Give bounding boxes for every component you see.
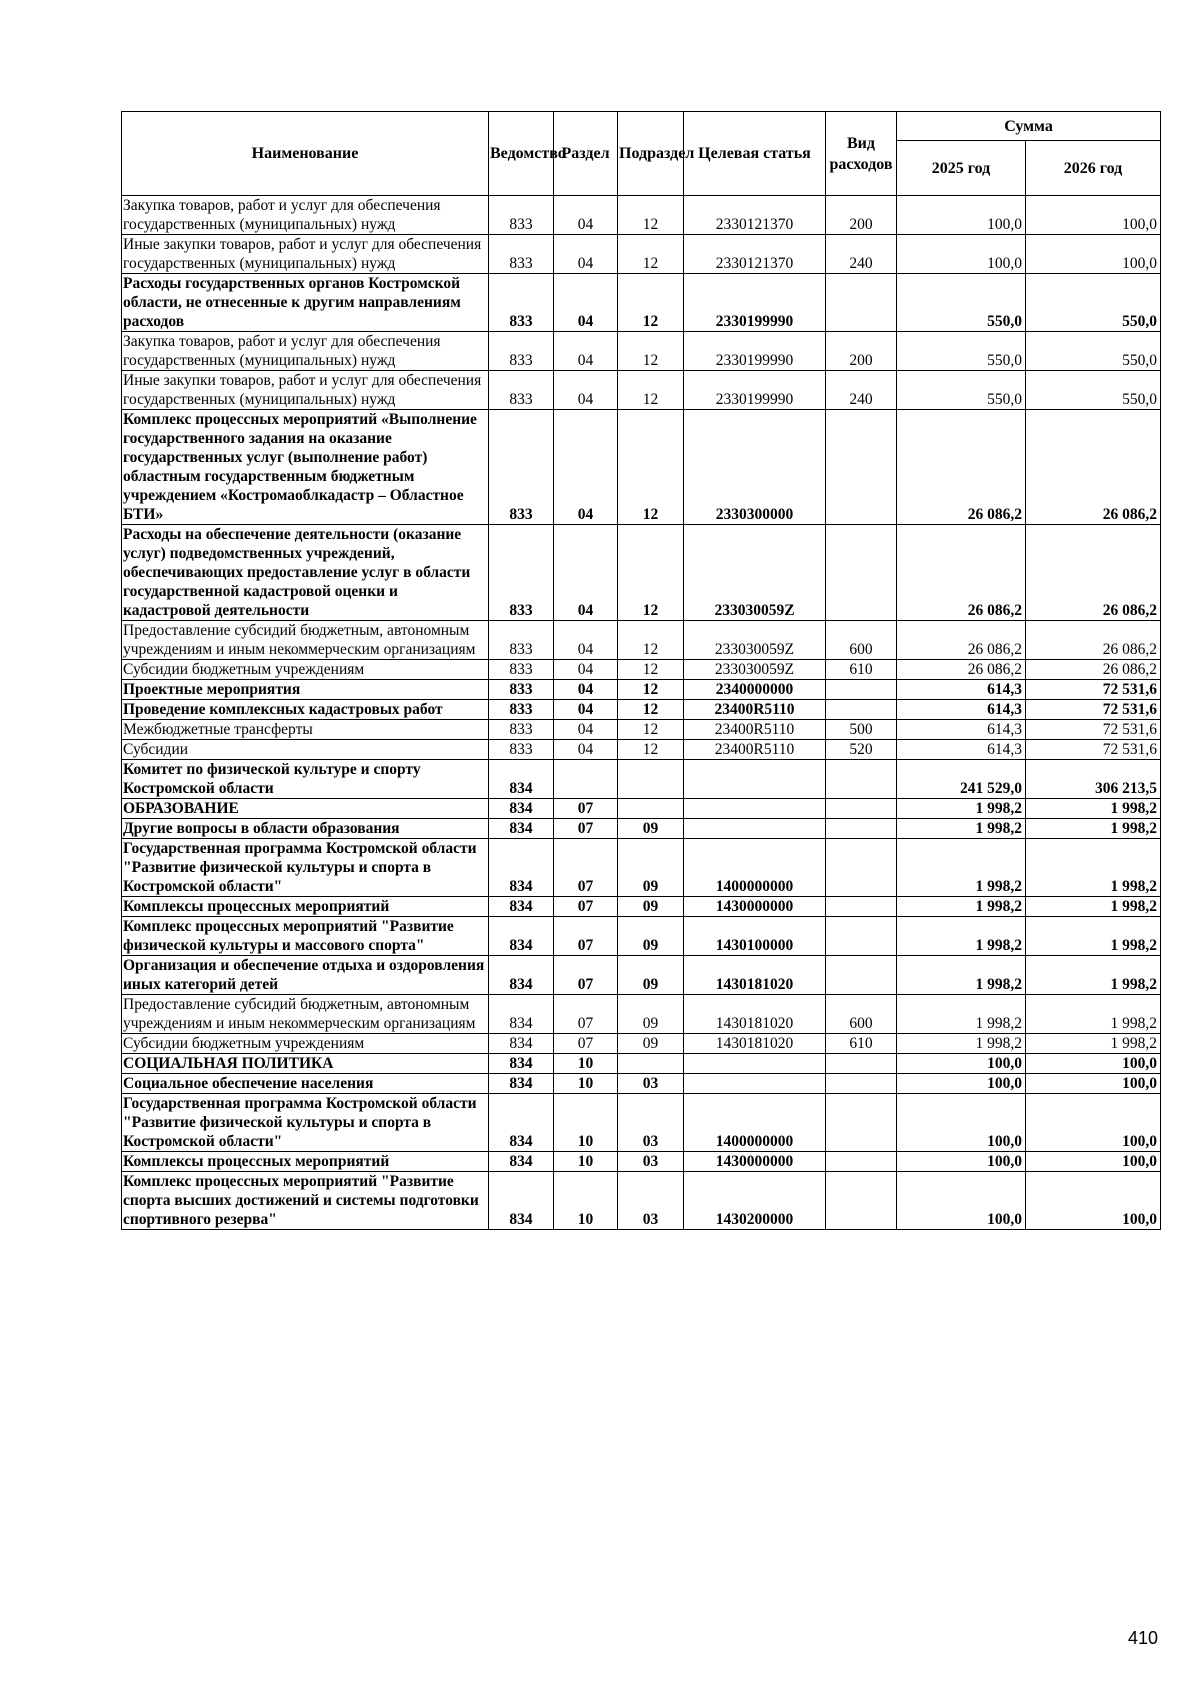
row-celevaya xyxy=(684,1074,826,1094)
row-razdel: 07 xyxy=(554,995,618,1034)
row-sum-2025: 1 998,2 xyxy=(897,995,1026,1034)
row-vedomstvo: 833 xyxy=(489,235,554,274)
row-podrazdel: 12 xyxy=(618,621,684,660)
row-podrazdel: 12 xyxy=(618,235,684,274)
row-sum-2026: 1 998,2 xyxy=(1026,839,1161,897)
row-podrazdel: 12 xyxy=(618,525,684,621)
row-celevaya: 1430200000 xyxy=(684,1172,826,1230)
row-vid: 600 xyxy=(826,621,897,660)
row-vid xyxy=(826,819,897,839)
row-podrazdel: 12 xyxy=(618,660,684,680)
row-podrazdel: 09 xyxy=(618,995,684,1034)
table-row xyxy=(122,956,1161,995)
row-sum-2026: 26 086,2 xyxy=(1026,525,1161,621)
row-sum-2026: 1 998,2 xyxy=(1026,917,1161,956)
row-razdel: 04 xyxy=(554,274,618,332)
row-vid: 240 xyxy=(826,371,897,410)
row-vid: 610 xyxy=(826,660,897,680)
row-name: Государственная программа Костромской области "Развитие физической культуры и спорта в Костромской области" xyxy=(122,839,489,897)
row-sum-2026: 26 086,2 xyxy=(1026,410,1161,525)
row-celevaya: 2340000000 xyxy=(684,680,826,700)
row-sum-2025: 1 998,2 xyxy=(897,819,1026,839)
row-razdel: 04 xyxy=(554,235,618,274)
row-vid xyxy=(826,1054,897,1074)
row-podrazdel: 12 xyxy=(618,410,684,525)
row-vedomstvo: 834 xyxy=(489,1054,554,1074)
header-razdel: Раздел xyxy=(554,112,618,196)
row-razdel: 04 xyxy=(554,525,618,621)
row-name: Комплекс процессных мероприятий «Выполнение государственного задания на оказание государственных услуг (выполнение работ) областным государственным бюджетным учреждением «Костромаоблкадастр – Областное БТИ» xyxy=(122,410,489,525)
row-celevaya: 23400R5110 xyxy=(684,720,826,740)
table-row xyxy=(122,897,1161,917)
row-razdel xyxy=(554,760,618,799)
table-row xyxy=(122,700,1161,720)
row-razdel: 07 xyxy=(554,799,618,819)
row-vid xyxy=(826,1094,897,1152)
table-row xyxy=(122,799,1161,819)
table-row xyxy=(122,1172,1161,1230)
row-podrazdel: 03 xyxy=(618,1074,684,1094)
row-vid xyxy=(826,410,897,525)
row-vedomstvo: 833 xyxy=(489,525,554,621)
row-sum-2026: 1 998,2 xyxy=(1026,799,1161,819)
table-row xyxy=(122,680,1161,700)
row-vedomstvo: 833 xyxy=(489,410,554,525)
row-sum-2025: 1 998,2 xyxy=(897,956,1026,995)
table-header xyxy=(122,112,1161,196)
table-row xyxy=(122,819,1161,839)
row-name: Комплекс процессных мероприятий "Развитие спорта высших достижений и системы подготовки спортивного резерва" xyxy=(122,1172,489,1230)
row-name: Субсидии бюджетным учреждениям xyxy=(122,1034,489,1054)
row-name: Иные закупки товаров, работ и услуг для обеспечения государственных (муниципальных) нужд xyxy=(122,235,489,274)
row-sum-2026: 26 086,2 xyxy=(1026,621,1161,660)
row-vedomstvo: 834 xyxy=(489,917,554,956)
row-podrazdel: 12 xyxy=(618,274,684,332)
row-celevaya: 1430100000 xyxy=(684,917,826,956)
row-vedomstvo: 834 xyxy=(489,760,554,799)
row-razdel: 04 xyxy=(554,700,618,720)
row-podrazdel: 03 xyxy=(618,1152,684,1172)
row-sum-2025: 1 998,2 xyxy=(897,839,1026,897)
table-row xyxy=(122,332,1161,371)
row-razdel: 04 xyxy=(554,720,618,740)
row-name: Расходы на обеспечение деятельности (оказание услуг) подведомственных учреждений, обеспечивающих предоставление услуг в области государственной кадастровой оценки и кадастровой деятельности xyxy=(122,525,489,621)
table-row xyxy=(122,839,1161,897)
row-name: Комитет по физической культуре и спорту Костромской области xyxy=(122,760,489,799)
row-sum-2026: 1 998,2 xyxy=(1026,995,1161,1034)
row-name: Закупка товаров, работ и услуг для обеспечения государственных (муниципальных) нужд xyxy=(122,332,489,371)
row-vid xyxy=(826,897,897,917)
row-sum-2025: 550,0 xyxy=(897,274,1026,332)
table-row xyxy=(122,410,1161,525)
row-sum-2026: 26 086,2 xyxy=(1026,660,1161,680)
row-razdel: 04 xyxy=(554,410,618,525)
row-sum-2026: 100,0 xyxy=(1026,1054,1161,1074)
row-vid: 520 xyxy=(826,740,897,760)
row-sum-2026: 72 531,6 xyxy=(1026,720,1161,740)
row-podrazdel: 12 xyxy=(618,740,684,760)
row-podrazdel: 12 xyxy=(618,680,684,700)
row-vid xyxy=(826,525,897,621)
row-vid xyxy=(826,956,897,995)
row-vid xyxy=(826,839,897,897)
row-vedomstvo: 834 xyxy=(489,1152,554,1172)
row-name: Организация и обеспечение отдыха и оздоровления иных категорий детей xyxy=(122,956,489,995)
row-sum-2026: 550,0 xyxy=(1026,332,1161,371)
row-podrazdel: 12 xyxy=(618,371,684,410)
row-celevaya: 2330199990 xyxy=(684,274,826,332)
row-sum-2025: 614,3 xyxy=(897,740,1026,760)
row-celevaya: 1400000000 xyxy=(684,1094,826,1152)
row-podrazdel: 09 xyxy=(618,897,684,917)
table-row xyxy=(122,660,1161,680)
row-sum-2025: 26 086,2 xyxy=(897,621,1026,660)
row-sum-2025: 1 998,2 xyxy=(897,897,1026,917)
row-vedomstvo: 833 xyxy=(489,680,554,700)
row-sum-2025: 100,0 xyxy=(897,235,1026,274)
header-2025: 2025 год xyxy=(897,141,1026,196)
row-sum-2026: 100,0 xyxy=(1026,1094,1161,1152)
row-sum-2026: 72 531,6 xyxy=(1026,680,1161,700)
row-celevaya: 2330121370 xyxy=(684,196,826,235)
row-vedomstvo: 833 xyxy=(489,740,554,760)
row-razdel: 04 xyxy=(554,740,618,760)
row-name: Государственная программа Костромской области "Развитие физической культуры и спорта в Костромской области" xyxy=(122,1094,489,1152)
row-sum-2026: 1 998,2 xyxy=(1026,1034,1161,1054)
row-razdel: 10 xyxy=(554,1054,618,1074)
row-sum-2025: 26 086,2 xyxy=(897,660,1026,680)
table-row xyxy=(122,196,1161,235)
row-name: Предоставление субсидий бюджетным, автономным учреждениям и иным некоммерческим организациям xyxy=(122,995,489,1034)
header-celevaya: Целевая статья xyxy=(684,112,826,196)
row-celevaya: 1430181020 xyxy=(684,1034,826,1054)
row-name: Закупка товаров, работ и услуг для обеспечения государственных (муниципальных) нужд xyxy=(122,196,489,235)
row-vid xyxy=(826,680,897,700)
row-celevaya xyxy=(684,799,826,819)
table-row xyxy=(122,760,1161,799)
header-podrazdel: Подраздел xyxy=(618,112,684,196)
row-sum-2025: 100,0 xyxy=(897,1074,1026,1094)
row-podrazdel: 09 xyxy=(618,819,684,839)
row-podrazdel: 09 xyxy=(618,839,684,897)
row-celevaya: 2330199990 xyxy=(684,371,826,410)
header-name: Наименование xyxy=(122,112,489,196)
row-vid: 600 xyxy=(826,995,897,1034)
row-sum-2025: 1 998,2 xyxy=(897,799,1026,819)
row-vedomstvo: 834 xyxy=(489,1074,554,1094)
row-sum-2025: 100,0 xyxy=(897,1152,1026,1172)
row-razdel: 10 xyxy=(554,1152,618,1172)
row-sum-2025: 614,3 xyxy=(897,700,1026,720)
row-sum-2025: 26 086,2 xyxy=(897,525,1026,621)
row-razdel: 07 xyxy=(554,917,618,956)
row-celevaya xyxy=(684,819,826,839)
row-vid: 500 xyxy=(826,720,897,740)
row-celevaya: 23400R5110 xyxy=(684,700,826,720)
row-name: Проведение комплексных кадастровых работ xyxy=(122,700,489,720)
row-name: Расходы государственных органов Костромской области, не отнесенные к другим направлениям расходов xyxy=(122,274,489,332)
table-row xyxy=(122,917,1161,956)
row-razdel: 04 xyxy=(554,371,618,410)
table-row xyxy=(122,720,1161,740)
row-razdel: 07 xyxy=(554,956,618,995)
row-vedomstvo: 833 xyxy=(489,660,554,680)
row-vedomstvo: 834 xyxy=(489,819,554,839)
table-row xyxy=(122,995,1161,1034)
row-sum-2026: 100,0 xyxy=(1026,1074,1161,1094)
row-sum-2025: 614,3 xyxy=(897,680,1026,700)
row-vedomstvo: 833 xyxy=(489,371,554,410)
row-vedomstvo: 833 xyxy=(489,700,554,720)
header-summa: Сумма xyxy=(897,112,1161,141)
row-razdel: 07 xyxy=(554,839,618,897)
row-vedomstvo: 833 xyxy=(489,332,554,371)
row-celevaya xyxy=(684,760,826,799)
row-vid: 610 xyxy=(826,1034,897,1054)
row-vedomstvo: 834 xyxy=(489,956,554,995)
row-sum-2026: 306 213,5 xyxy=(1026,760,1161,799)
row-vid xyxy=(826,799,897,819)
row-vedomstvo: 833 xyxy=(489,274,554,332)
row-sum-2025: 26 086,2 xyxy=(897,410,1026,525)
row-celevaya xyxy=(684,1054,826,1074)
row-razdel: 04 xyxy=(554,621,618,660)
row-vid xyxy=(826,760,897,799)
header-vid: Вид расходов xyxy=(826,112,897,196)
row-name: Комплексы процессных мероприятий xyxy=(122,897,489,917)
row-celevaya: 1430181020 xyxy=(684,956,826,995)
row-vedomstvo: 834 xyxy=(489,1172,554,1230)
row-razdel: 04 xyxy=(554,332,618,371)
row-celevaya: 23400R5110 xyxy=(684,740,826,760)
row-name: Субсидии бюджетным учреждениям xyxy=(122,660,489,680)
row-celevaya: 2330121370 xyxy=(684,235,826,274)
table-row xyxy=(122,1094,1161,1152)
row-vid xyxy=(826,274,897,332)
table-row xyxy=(122,1074,1161,1094)
row-celevaya: 1430181020 xyxy=(684,995,826,1034)
row-vid: 240 xyxy=(826,235,897,274)
row-vedomstvo: 834 xyxy=(489,995,554,1034)
row-razdel: 04 xyxy=(554,680,618,700)
row-sum-2025: 1 998,2 xyxy=(897,1034,1026,1054)
table-row xyxy=(122,1054,1161,1074)
row-podrazdel: 03 xyxy=(618,1094,684,1152)
row-podrazdel: 12 xyxy=(618,332,684,371)
row-celevaya: 2330199990 xyxy=(684,332,826,371)
row-vid: 200 xyxy=(826,332,897,371)
row-name: Иные закупки товаров, работ и услуг для обеспечения государственных (муниципальных) нужд xyxy=(122,371,489,410)
row-sum-2025: 550,0 xyxy=(897,332,1026,371)
row-razdel: 10 xyxy=(554,1172,618,1230)
row-celevaya: 1430000000 xyxy=(684,1152,826,1172)
row-name: Межбюджетные трансферты xyxy=(122,720,489,740)
row-name: Проектные мероприятия xyxy=(122,680,489,700)
row-podrazdel: 12 xyxy=(618,196,684,235)
row-razdel: 10 xyxy=(554,1094,618,1152)
header-2026: 2026 год xyxy=(1026,141,1161,196)
table-row xyxy=(122,274,1161,332)
row-vedomstvo: 834 xyxy=(489,839,554,897)
row-celevaya: 1430000000 xyxy=(684,897,826,917)
row-name: Субсидии xyxy=(122,740,489,760)
row-podrazdel: 12 xyxy=(618,720,684,740)
row-vid xyxy=(826,1074,897,1094)
row-celevaya: 233030059Z xyxy=(684,660,826,680)
row-sum-2026: 72 531,6 xyxy=(1026,700,1161,720)
row-vedomstvo: 834 xyxy=(489,897,554,917)
row-podrazdel: 03 xyxy=(618,1172,684,1230)
row-vedomstvo: 833 xyxy=(489,196,554,235)
row-razdel: 04 xyxy=(554,196,618,235)
row-podrazdel: 12 xyxy=(618,700,684,720)
row-sum-2025: 100,0 xyxy=(897,1054,1026,1074)
table-row xyxy=(122,235,1161,274)
table-row xyxy=(122,621,1161,660)
row-vid xyxy=(826,700,897,720)
row-razdel: 07 xyxy=(554,819,618,839)
row-podrazdel xyxy=(618,760,684,799)
row-vid xyxy=(826,1172,897,1230)
row-vid: 200 xyxy=(826,196,897,235)
row-sum-2026: 1 998,2 xyxy=(1026,819,1161,839)
row-vedomstvo: 833 xyxy=(489,720,554,740)
row-podrazdel: 09 xyxy=(618,956,684,995)
row-sum-2025: 100,0 xyxy=(897,196,1026,235)
row-vedomstvo: 834 xyxy=(489,799,554,819)
row-sum-2026: 550,0 xyxy=(1026,371,1161,410)
row-name: Комплекс процессных мероприятий "Развитие физической культуры и массового спорта" xyxy=(122,917,489,956)
row-vedomstvo: 834 xyxy=(489,1094,554,1152)
row-name: ОБРАЗОВАНИЕ xyxy=(122,799,489,819)
row-name: Социальное обеспечение населения xyxy=(122,1074,489,1094)
row-podrazdel: 09 xyxy=(618,1034,684,1054)
row-sum-2025: 100,0 xyxy=(897,1172,1026,1230)
row-razdel: 07 xyxy=(554,1034,618,1054)
row-podrazdel xyxy=(618,1054,684,1074)
row-name: СОЦИАЛЬНАЯ ПОЛИТИКА xyxy=(122,1054,489,1074)
row-razdel: 07 xyxy=(554,897,618,917)
row-podrazdel xyxy=(618,799,684,819)
row-vedomstvo: 833 xyxy=(489,621,554,660)
row-vedomstvo: 834 xyxy=(489,1034,554,1054)
table-row xyxy=(122,1034,1161,1054)
row-celevaya: 2330300000 xyxy=(684,410,826,525)
row-vid xyxy=(826,917,897,956)
row-sum-2025: 614,3 xyxy=(897,720,1026,740)
table-row xyxy=(122,740,1161,760)
row-name: Предоставление субсидий бюджетным, автономным учреждениям и иным некоммерческим организациям xyxy=(122,621,489,660)
page-number: 410 xyxy=(1127,1628,1158,1648)
budget-table xyxy=(121,111,1161,1230)
row-sum-2025: 241 529,0 xyxy=(897,760,1026,799)
row-sum-2025: 1 998,2 xyxy=(897,917,1026,956)
row-sum-2025: 550,0 xyxy=(897,371,1026,410)
table-body xyxy=(122,196,1161,1230)
row-razdel: 04 xyxy=(554,660,618,680)
row-sum-2026: 550,0 xyxy=(1026,274,1161,332)
table-row xyxy=(122,371,1161,410)
row-name: Комплексы процессных мероприятий xyxy=(122,1152,489,1172)
table-row xyxy=(122,525,1161,621)
row-sum-2025: 100,0 xyxy=(897,1094,1026,1152)
row-podrazdel: 09 xyxy=(618,917,684,956)
row-sum-2026: 100,0 xyxy=(1026,1172,1161,1230)
row-sum-2026: 100,0 xyxy=(1026,196,1161,235)
row-sum-2026: 1 998,2 xyxy=(1026,897,1161,917)
row-name: Другие вопросы в области образования xyxy=(122,819,489,839)
row-sum-2026: 1 998,2 xyxy=(1026,956,1161,995)
row-sum-2026: 100,0 xyxy=(1026,235,1161,274)
header-vedomstvo: Ведомство xyxy=(489,112,554,196)
row-celevaya: 233030059Z xyxy=(684,525,826,621)
row-sum-2026: 100,0 xyxy=(1026,1152,1161,1172)
row-vid xyxy=(826,1152,897,1172)
table-row xyxy=(122,1152,1161,1172)
row-sum-2026: 72 531,6 xyxy=(1026,740,1161,760)
row-celevaya: 233030059Z xyxy=(684,621,826,660)
row-razdel: 10 xyxy=(554,1074,618,1094)
row-celevaya: 1400000000 xyxy=(684,839,826,897)
